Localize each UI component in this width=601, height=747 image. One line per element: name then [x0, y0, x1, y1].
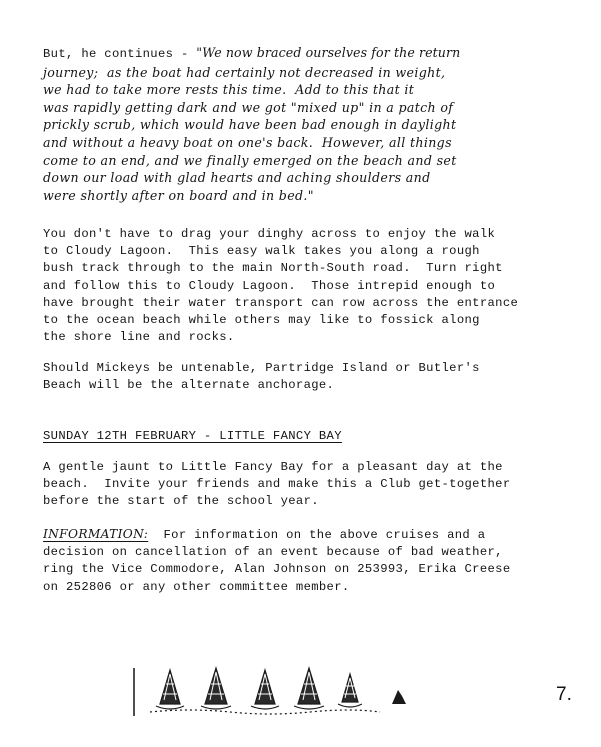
sailboat-icon: [294, 668, 324, 709]
information-paragraph: [43, 526, 511, 596]
quote-line: prickly scrub, which would have been bad enough in daylight: [43, 117, 457, 133]
sailboat-icon: [251, 670, 279, 709]
information-first-rest: For information on the above cruises and a: [148, 528, 486, 542]
quote-line: was rapidly getting dark and we got "mixed up" in a patch of: [43, 99, 454, 115]
alternate-line: Beach will be the alternate anchorage.: [43, 378, 335, 393]
page-number: 7.: [556, 684, 572, 705]
quote-first-line: [43, 44, 460, 64]
walk-line: to Cloudy Lagoon. This easy walk takes you along a rough: [43, 244, 480, 259]
jaunt-line: beach. Invite your friends and make this a Club get-together: [43, 477, 511, 492]
information-line: ring the Vice Commodore, Alan Johnson on 253993, Erika Creese: [43, 562, 511, 577]
quote-line: journey; as the boat had certainly not decreased in weight,: [43, 64, 446, 80]
information-label: INFORMATION:: [43, 527, 149, 541]
walk-line: and follow this to Cloudy Lagoon. Those intrepid enough to: [43, 278, 496, 293]
jaunt-line: before the start of the school year.: [43, 494, 319, 509]
information-first-line: [43, 526, 511, 544]
quote-paragraph: [43, 44, 460, 204]
information-line: on 252806 or any other committee member.: [43, 579, 350, 594]
quote-line: were shortly after on board and in bed.": [43, 187, 314, 203]
walk-paragraph: [43, 226, 518, 346]
quote-intro: But, he continues -: [43, 47, 197, 61]
jaunt-paragraph: [43, 459, 511, 511]
walk-line: have brought their water transport can row across the entrance: [43, 295, 519, 310]
figure-icon: [392, 690, 406, 704]
sailboat-icon: [201, 668, 231, 709]
quote-line: we had to take more rests this time. Add to this that it: [43, 82, 415, 98]
wave-line: [150, 710, 380, 714]
sailboat-icon: [338, 674, 362, 707]
quote-line: and without a heavy boat on one's back. However, all things: [43, 134, 452, 150]
sailboat-icon: [156, 670, 184, 709]
information-line: decision on cancellation of an event because of bad weather,: [43, 545, 503, 560]
quote-line: come to an end, and we finally emerged on the beach and set: [43, 152, 457, 168]
alternate-line: Should Mickeys be untenable, Partridge Island or Butler's: [43, 361, 480, 375]
quote-line: down our load with glad hearts and aching shoulders and: [43, 170, 431, 186]
sunday-heading: SUNDAY 12TH FEBRUARY - LITTLE FANCY BAY: [43, 429, 342, 443]
sailboats-illustration-icon: [130, 660, 420, 720]
alternate-anchorage-paragraph: [43, 360, 480, 394]
walk-line: to the ocean beach while others may like to fossick along: [43, 313, 480, 328]
quote-intro-italic: "We now braced ourselves for the return: [196, 45, 461, 60]
walk-line: the shore line and rocks.: [43, 330, 235, 345]
walk-line: You don't have to drag your dinghy across to enjoy the walk: [43, 227, 496, 241]
walk-line: bush track through to the main North-South road. Turn right: [43, 261, 503, 276]
jaunt-line: A gentle jaunt to Little Fancy Bay for a pleasant day at the: [43, 460, 503, 474]
